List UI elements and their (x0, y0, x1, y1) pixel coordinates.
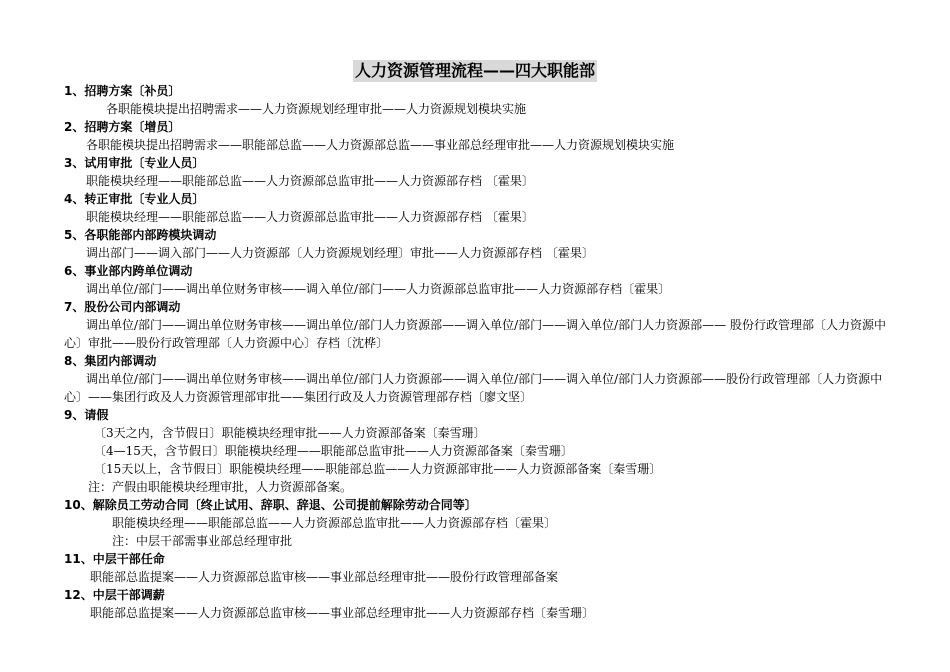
section-note: 注：产假由职能模块经理审批，人力资源部备案。 (88, 480, 353, 494)
section-heading: 12、中层干部调薪 (64, 588, 165, 602)
section-heading: 11、中层干部任命 (64, 552, 165, 566)
section-text: 〔4—15天，含节假日〕职能模块经理——职能部总监审批——人力资源部备案〔秦雪珊〕 (94, 444, 573, 458)
document-body (64, 82, 890, 622)
section-text: 职能部总监提案——人力资源部总监审核——事业部总经理审批——股份行政管理部备案 (90, 570, 559, 584)
section-text: 〔3天之内，含节假日〕职能模块经理审批——人力资源部备案〔秦雪珊〕 (94, 426, 486, 440)
section-heading: 5、各职能部内部跨模块调动 (64, 228, 217, 242)
section-heading: 2、招聘方案〔增员〕 (64, 120, 181, 134)
section-text: 职能模块经理——职能部总监——人力资源部总监审批——人力资源部存档 〔霍果〕 (86, 174, 534, 188)
section-text: 各职能模块提出招聘需求——职能部总监——人力资源部总监——事业部总经理审批——人力资源规划模块实施 (86, 138, 675, 152)
section-heading: 4、转正审批〔专业人员〕 (64, 192, 205, 206)
section-heading: 9、请假 (64, 408, 109, 422)
section-text: 〔15天以上，含节假日〕职能模块经理——职能部总监——人力资源部审批——人力资源部备案〔秦雪珊〕 (94, 462, 662, 476)
section-text: 调出单位/部门——调出单位财务审核——调出单位/部门人力资源部——调入单位/部门——调入单位/部门人力资源部——股份行政管理部〔人力资源中心〕——集团行政及人力资源管理部审批——集团行政及人力资源管理部存档〔廖文坚〕 (64, 372, 883, 404)
section-text: 调出单位/部门——调出单位财务审核——调出单位/部门人力资源部——调入单位/部门——调入单位/部门人力资源部—— 股份行政管理部〔人力资源中心〕审批——股份行政管理部〔人力资源中心〕存档〔沈桦〕 (64, 318, 886, 350)
section-heading: 10、解除员工劳动合同〔终止试用、辞职、辞退、公司提前解除劳动合同等〕 (64, 498, 477, 512)
section-heading: 7、股份公司内部调动 (64, 300, 181, 314)
document-title: 人力资源管理流程——四大职能部 (354, 61, 595, 80)
section-heading: 6、事业部内跨单位调动 (64, 264, 193, 278)
section-text: 职能部总监提案——人力资源部总监审核——事业部总经理审批——人力资源部存档〔秦雪珊〕 (90, 606, 595, 620)
section-text: 调出单位/部门——调出单位财务审核——调入单位/部门——人力资源部总监审批——人力资源部存档〔霍果〕 (86, 282, 671, 296)
section-heading: 3、试用审批〔专业人员〕 (64, 156, 205, 170)
section-text: 各职能模块提出招聘需求——人力资源规划经理审批——人力资源规划模块实施 (106, 102, 527, 116)
section-heading: 1、招聘方案〔补员〕 (64, 84, 181, 98)
section-text: 职能模块经理——职能部总监——人力资源部总监审批——人力资源部存档〔霍果〕 (112, 516, 557, 530)
section-note: 注：中层干部需事业部总经理审批 (112, 534, 293, 548)
section-text: 调出部门——调入部门——人力资源部〔人力资源规划经理〕审批——人力资源部存档 〔霍果〕 (86, 246, 594, 260)
document-title-wrap (0, 60, 950, 82)
section-heading: 8、集团内部调动 (64, 354, 157, 368)
section-text: 职能模块经理——职能部总监——人力资源部总监审批——人力资源部存档 〔霍果〕 (86, 210, 534, 224)
